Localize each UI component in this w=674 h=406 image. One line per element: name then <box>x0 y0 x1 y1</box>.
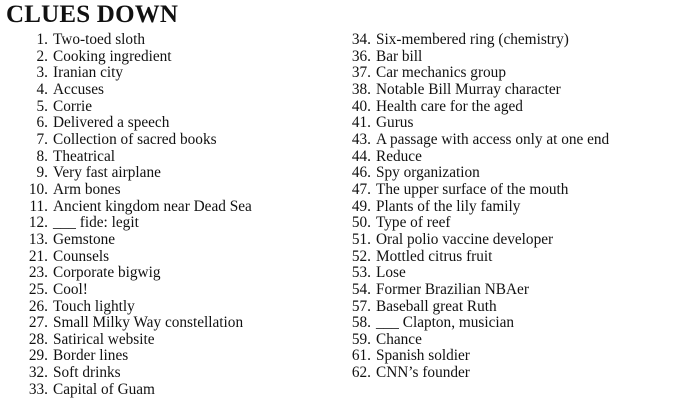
clue-number: 44. <box>351 147 371 165</box>
clue-text: Border lines <box>53 347 129 365</box>
clue-number: 50. <box>351 214 371 232</box>
left-clue-column <box>24 32 340 398</box>
clue-item <box>346 182 670 199</box>
clue-text: Soft drinks <box>53 364 121 382</box>
clue-item <box>24 149 340 166</box>
clue-item <box>24 332 340 349</box>
clue-text: Spy organization <box>376 164 480 182</box>
clue-text: Mottled citrus fruit <box>376 247 493 265</box>
clue-text: Delivered a speech <box>53 114 170 132</box>
clue-item <box>346 232 670 249</box>
clue-number: 29. <box>28 347 48 365</box>
clue-text: Health care for the aged <box>376 97 523 115</box>
clue-item <box>24 215 340 232</box>
clues-down-title: CLUES DOWN <box>6 1 179 28</box>
clue-text: Two-toed sloth <box>53 31 145 48</box>
clue-item <box>346 315 670 332</box>
clue-number: 62. <box>351 364 371 382</box>
clue-number: 43. <box>351 130 371 148</box>
clue-item <box>346 99 670 116</box>
clue-number: 36. <box>351 47 371 65</box>
clue-text: Type of reef <box>376 214 451 232</box>
clue-item <box>24 315 340 332</box>
clue-number: 32. <box>28 364 48 382</box>
clue-text: Capital of Guam <box>53 380 155 398</box>
clue-text: Oral polio vaccine developer <box>376 230 554 248</box>
clue-number: 59. <box>351 330 371 348</box>
clue-number: 57. <box>351 297 371 315</box>
clue-item <box>24 282 340 299</box>
clue-text: CNN’s founder <box>376 364 470 382</box>
clue-number: 53. <box>351 264 371 282</box>
clue-item <box>24 182 340 199</box>
clue-item <box>24 32 340 49</box>
clue-item <box>346 249 670 266</box>
clue-item <box>24 99 340 116</box>
clue-text: Counsels <box>53 247 110 265</box>
clue-number: 1. <box>36 31 48 48</box>
clue-item <box>24 132 340 149</box>
clue-number: 2. <box>36 47 48 65</box>
clue-text: The upper surface of the mouth <box>376 180 569 198</box>
clue-text: Accuses <box>53 80 104 98</box>
clue-number: 7. <box>36 130 48 148</box>
clue-item <box>346 49 670 66</box>
clue-item <box>24 232 340 249</box>
clue-item <box>24 265 340 282</box>
clue-item <box>346 365 670 382</box>
clue-text: Former Brazilian NBAer <box>376 280 529 298</box>
clue-number: 4. <box>36 80 48 98</box>
clue-text: Lose <box>376 264 406 282</box>
clue-number: 46. <box>351 164 371 182</box>
clue-item <box>346 348 670 365</box>
clue-text: Satirical website <box>53 330 155 348</box>
clue-number: 38. <box>351 80 371 98</box>
clue-number: 27. <box>28 314 48 332</box>
clue-text: Touch lightly <box>53 297 135 315</box>
clue-number: 41. <box>351 114 371 132</box>
clue-item <box>24 82 340 99</box>
clue-item <box>24 49 340 66</box>
clue-item <box>346 282 670 299</box>
clue-text: ___ fide: legit <box>53 214 139 232</box>
clue-text: Cooking ingredient <box>53 47 172 65</box>
clue-text: Reduce <box>376 147 422 165</box>
clue-item <box>24 165 340 182</box>
clue-number: 9. <box>36 164 48 182</box>
clue-number: 61. <box>351 347 371 365</box>
clue-item <box>346 265 670 282</box>
clue-text: ___ Clapton, musician <box>376 314 515 332</box>
clue-text: Baseball great Ruth <box>376 297 497 315</box>
clue-number: 40. <box>351 97 371 115</box>
clue-item <box>24 382 340 399</box>
clue-item <box>346 132 670 149</box>
clue-number: 49. <box>351 197 371 215</box>
clue-item <box>24 115 340 132</box>
clue-number: 37. <box>351 64 371 82</box>
clue-number: 47. <box>351 180 371 198</box>
clue-number: 8. <box>36 147 48 165</box>
clue-item <box>24 199 340 216</box>
clue-text: Gurus <box>376 114 414 132</box>
clue-item <box>346 332 670 349</box>
clue-number: 5. <box>36 97 48 115</box>
clue-number: 25. <box>28 280 48 298</box>
clue-text: Corrie <box>53 97 93 115</box>
clue-text: Small Milky Way constellation <box>53 314 244 332</box>
right-clue-column <box>346 32 670 382</box>
clue-text: Car mechanics group <box>376 64 506 82</box>
clue-number: 12. <box>28 214 48 232</box>
clue-text: Gemstone <box>53 230 116 248</box>
clue-number: 26. <box>28 297 48 315</box>
clue-item <box>346 65 670 82</box>
clue-number: 6. <box>36 114 48 132</box>
clue-number: 33. <box>28 380 48 398</box>
clue-number: 52. <box>351 247 371 265</box>
clue-item <box>346 199 670 216</box>
clue-text: Corporate bigwig <box>53 264 161 282</box>
clue-number: 21. <box>28 247 48 265</box>
clue-number: 54. <box>351 280 371 298</box>
clue-item <box>24 299 340 316</box>
clue-number: 58. <box>351 314 371 332</box>
clue-text: Bar bill <box>376 47 423 65</box>
clue-number: 51. <box>351 230 371 248</box>
clue-text: Notable Bill Murray character <box>376 80 561 98</box>
clue-item <box>24 249 340 266</box>
clue-number: 23. <box>28 264 48 282</box>
clue-text: Collection of sacred books <box>53 130 217 148</box>
clue-text: Ancient kingdom near Dead Sea <box>53 197 252 215</box>
clue-item <box>346 299 670 316</box>
clue-number: 28. <box>28 330 48 348</box>
clue-item <box>346 32 670 49</box>
clue-text: Arm bones <box>53 180 121 198</box>
clue-item <box>24 348 340 365</box>
clue-text: Chance <box>376 330 422 348</box>
clue-text: Plants of the lily family <box>376 197 521 215</box>
clue-item <box>24 65 340 82</box>
clue-text: Very fast airplane <box>53 164 161 182</box>
clue-text: Iranian city <box>53 64 124 82</box>
clue-item <box>346 115 670 132</box>
clue-text: Spanish soldier <box>376 347 470 365</box>
clue-text: Theatrical <box>53 147 115 165</box>
clue-item <box>346 215 670 232</box>
clue-item <box>346 82 670 99</box>
clue-item <box>346 149 670 166</box>
clue-number: 13. <box>28 230 48 248</box>
clue-text: A passage with access only at one end <box>376 130 610 148</box>
clue-number: 3. <box>36 64 48 82</box>
clue-item <box>24 365 340 382</box>
clue-text: Cool! <box>53 280 88 298</box>
clue-item <box>346 165 670 182</box>
clue-number: 10. <box>28 180 48 198</box>
clue-text: Six-membered ring (chemistry) <box>376 31 569 48</box>
clue-number: 34. <box>351 31 371 48</box>
clue-number: 11. <box>29 197 48 215</box>
